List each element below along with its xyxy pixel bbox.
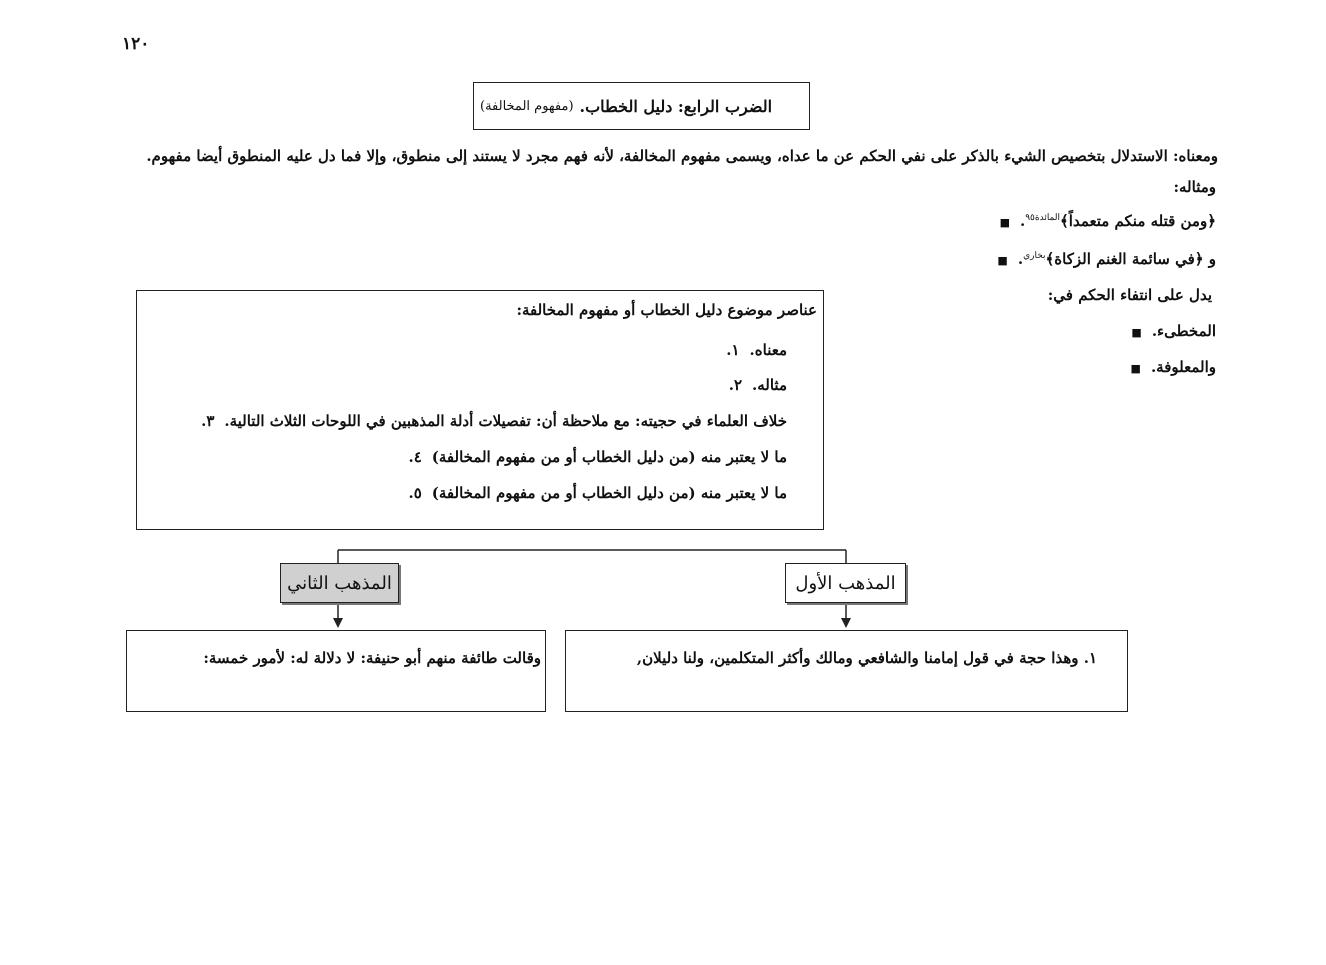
bullet-icon: ■ <box>999 216 1010 229</box>
elements-heading: عناصر موضوع دليل الخطاب أو مفهوم المخالفة: <box>516 301 817 319</box>
school1-text: ١. وهذا حجة في قول إمامنا والشافعي ومالك وأكثر المتكلمين، ولنا دليلان, <box>636 649 1097 667</box>
school1-label: المذهب الأول <box>785 563 906 603</box>
title-main: الضرب الرابع: دليل الخطاب. <box>579 96 773 116</box>
indicates-item: ■ والمعلوفة. <box>1130 358 1216 376</box>
example-text: و ﴿في سائمة الغنم الزكاة﴾ <box>1045 250 1216 268</box>
school2-label: المذهب الثاني <box>280 563 399 603</box>
elements-item: ٤. ما لا يعتبر منه (من دليل الخطاب أو من مفهوم المخالفة) <box>408 448 787 466</box>
indicates-item: ■ المخطىء. <box>1131 322 1216 340</box>
example-item: ■ و ﴿في سائمة الغنم الزكاة﴾$^{بخاري}$. <box>997 250 1216 268</box>
example-item: ■ ﴿ومن قتله منكم متعمداً﴾$^{المائدة٩٥}$. <box>999 212 1216 230</box>
indicates-heading: يدل على انتفاء الحكم في: <box>1047 286 1212 304</box>
arrow-down-icon <box>841 618 851 628</box>
bullet-icon: ■ <box>997 254 1008 267</box>
elements-item: ١. معناه. <box>726 341 787 359</box>
elements-item: ٣. خلاف العلماء في حجيته: مع ملاحظة أن: تفصيلات أدلة المذهبين في اللوحات الثلاث التالية. <box>201 412 787 430</box>
meaning-paragraph: ومعناه: الاستدلال بتخصيص الشيء بالذكر على نفي الحكم عن ما عداه، ويسمى مفهوم المخالفة، لأنه فهم مجرد لا يستند إلى منطوق، وإلا فما دل عليه المنطوق أيضا مفهوم. <box>146 147 1218 165</box>
example-ref: المائدة٩٥ <box>1025 213 1061 223</box>
elements-item: ٥. ما لا يعتبر منه (من دليل الخطاب أو من مفهوم المخالفة) <box>408 484 787 502</box>
arrow-down-icon <box>333 618 343 628</box>
title-sub: (مفهوم المخالفة) <box>480 98 574 114</box>
school2-text: وقالت طائفة منهم أبو حنيفة: لا دلالة له: لأمور خمسة: <box>203 649 541 667</box>
bullet-icon: ■ <box>1131 326 1142 339</box>
bullet-icon: ■ <box>1130 362 1141 375</box>
example-text: ﴿ومن قتله منكم متعمداً﴾ <box>1060 212 1216 230</box>
school1-box <box>565 630 1128 712</box>
school2-box <box>126 630 546 712</box>
example-ref: بخاري <box>1023 251 1046 261</box>
elements-item: ٢. مثاله. <box>728 376 787 394</box>
page-number: ١٢٠ <box>122 34 150 54</box>
example-heading: ومثاله: <box>1173 178 1216 196</box>
